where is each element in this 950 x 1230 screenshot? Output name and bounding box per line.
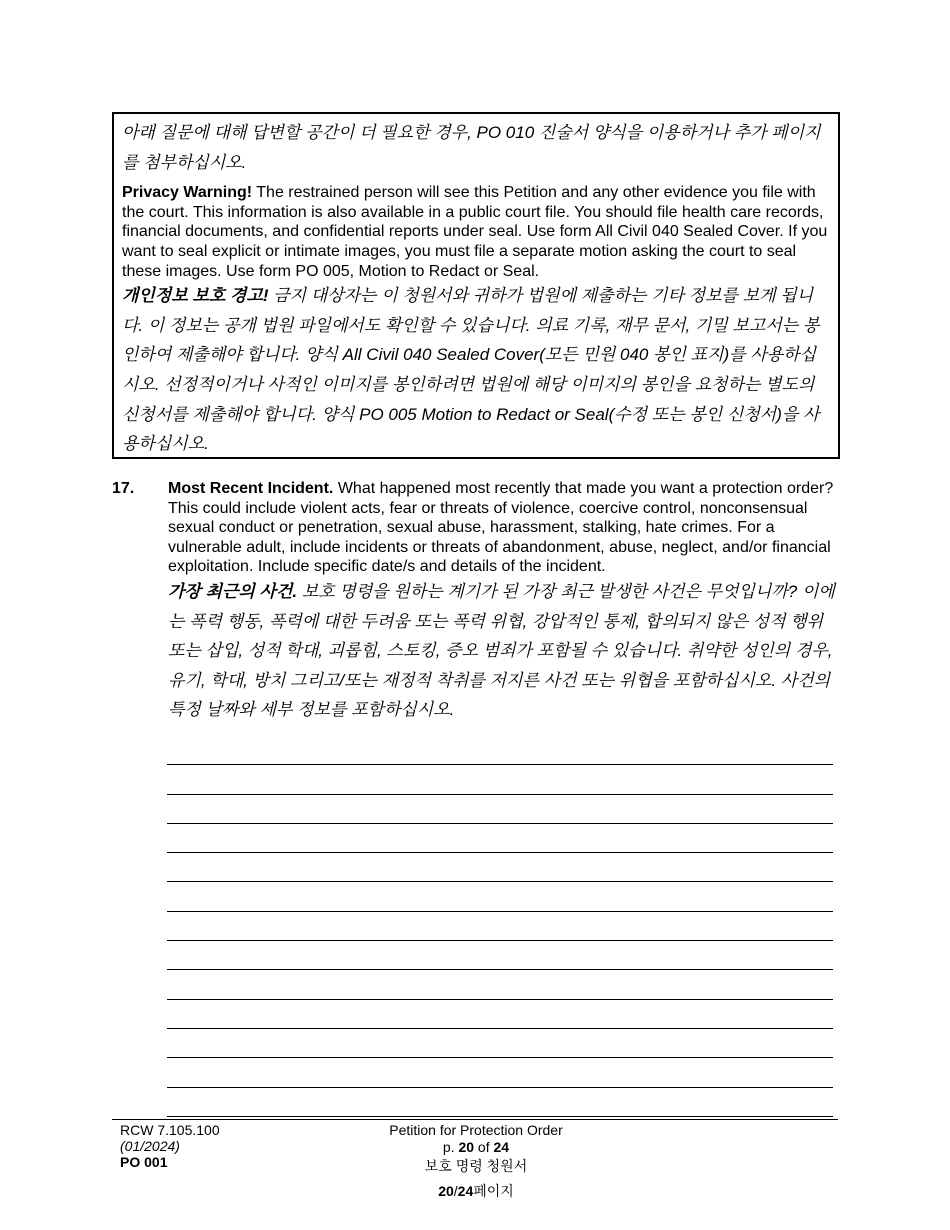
answer-line[interactable] bbox=[167, 795, 833, 824]
privacy-warning-kr bbox=[122, 281, 830, 459]
answer-line[interactable] bbox=[167, 941, 833, 970]
extra-space-note-kr: 아래 질문에 대해 답변할 공간이 더 필요한 경우, PO 010 진술서 양식을 이용하거나 추가 페이지를 첨부하십시오. bbox=[122, 123, 821, 172]
footer-page-prefix: p. bbox=[442, 1139, 459, 1155]
question-title-en: Most Recent Incident. bbox=[168, 480, 334, 497]
privacy-warning-label-en: Privacy Warning! bbox=[122, 184, 253, 202]
answer-line[interactable] bbox=[167, 765, 833, 794]
answer-line[interactable] bbox=[167, 736, 833, 765]
answer-line[interactable] bbox=[167, 1088, 833, 1117]
footer-title-en: Petition for Protection Order bbox=[389, 1122, 563, 1138]
footer-page-kr-total: 24 bbox=[457, 1183, 474, 1199]
answer-line[interactable] bbox=[167, 1058, 833, 1087]
question-body bbox=[168, 479, 836, 725]
question-title-kr: 가장 최근의 사건. bbox=[168, 581, 298, 601]
privacy-warning-text-kr: 금지 대상자는 이 청원서와 귀하가 법원에 제출하는 기타 정보를 보게 됩니다. 이 정보는 공개 법원 파일에서도 확인할 수 있습니다. 의료 기록, 재무 문서, 기밀 보고서는 봉인하여 제출해야 합니다. 양식 All Civil 040 Sealed Cover(모든 민원 040 봉인 표지)를 사용하십시오. 선정적이거나 사적인 이미지를 봉인하려면 법원에 해당 이미지의 봉인을 요청하는 별도의 신청서를 제출해야 합니다. 양식 PO 005 Motion to Redact or Seal(수정 또는 봉인 신청서)을 사용하십시오. bbox=[122, 286, 820, 454]
question-text-en bbox=[168, 479, 836, 577]
footer-page-kr-suffix: 페이지 bbox=[473, 1183, 514, 1199]
footer-page-kr bbox=[376, 1180, 576, 1202]
answer-line[interactable] bbox=[167, 912, 833, 941]
answer-line[interactable] bbox=[167, 1029, 833, 1058]
answer-line[interactable] bbox=[167, 824, 833, 853]
question-desc-en: What happened most recently that made you want a protection order? This could include violent acts, fear or threats of violence, coercive control, nonconsensual sexual conduct or penetration, sexual abuse, harassment, stalking, hate crimes. For a vulnerable adult, include incidents or threats of abandonment, abuse, neglect, and/or financial exploitation. Include specific date/s and details of the incident. bbox=[168, 480, 834, 576]
footer-page-total: 24 bbox=[493, 1139, 510, 1155]
footer-center bbox=[376, 1122, 576, 1202]
question-number: 17. bbox=[112, 480, 135, 497]
privacy-notice-box bbox=[112, 112, 840, 459]
footer-title-kr: 보호 명령 청원서 bbox=[424, 1158, 528, 1174]
footer-form: PO 001 bbox=[120, 1154, 168, 1170]
footer-divider bbox=[112, 1119, 838, 1120]
footer-date: (01/2024) bbox=[120, 1138, 180, 1154]
privacy-warning-text-en: The restrained person will see this Petition and any other evidence you file with the court. This information is also available in a public court file. You should file health care records, financial documents, and confidential reports under seal. Use form All Civil 040 Sealed Cover. If you want to seal explicit or intimate images, you must file a separate motion asking the court to seal these images. Use form PO 005, Motion to Redact or Seal. bbox=[122, 184, 828, 280]
footer-page-en bbox=[376, 1139, 576, 1156]
footer-page-num: 20 bbox=[458, 1139, 475, 1155]
answer-lines[interactable] bbox=[167, 736, 833, 1117]
privacy-warning-en bbox=[122, 183, 830, 281]
question-desc-kr: 보호 명령을 원하는 계기가 된 가장 최근 발생한 사건은 무엇입니까? 이에는 폭력 행동, 폭력에 대한 두려움 또는 폭력 위협, 강압적인 통제, 합의되지 않은 성적 행위 또는 삽입, 성적 학대, 괴롭힘, 스토킹, 증오 범죄가 포함될 수 있습니다. 취약한 성인의 경우, 유기, 학대, 방치 그리고/또는 재정적 착취를 저지른 사건 또는 위협을 포함하십시오. 사건의 특정 날짜와 세부 정보를 포함하십시오. bbox=[168, 581, 835, 720]
privacy-warning-label-kr: 개인정보 보호 경고! bbox=[122, 286, 269, 306]
answer-line[interactable] bbox=[167, 882, 833, 911]
footer-rcw: RCW 7.105.100 bbox=[120, 1122, 220, 1138]
footer-page-kr-num: 20 bbox=[438, 1183, 454, 1199]
footer-page-of: of bbox=[474, 1139, 494, 1155]
footer-page-kr-sep: / bbox=[453, 1183, 458, 1199]
answer-line[interactable] bbox=[167, 970, 833, 999]
answer-line[interactable] bbox=[167, 853, 833, 882]
answer-line[interactable] bbox=[167, 1000, 833, 1029]
footer-left bbox=[120, 1122, 220, 1170]
question-text-kr bbox=[168, 577, 836, 725]
